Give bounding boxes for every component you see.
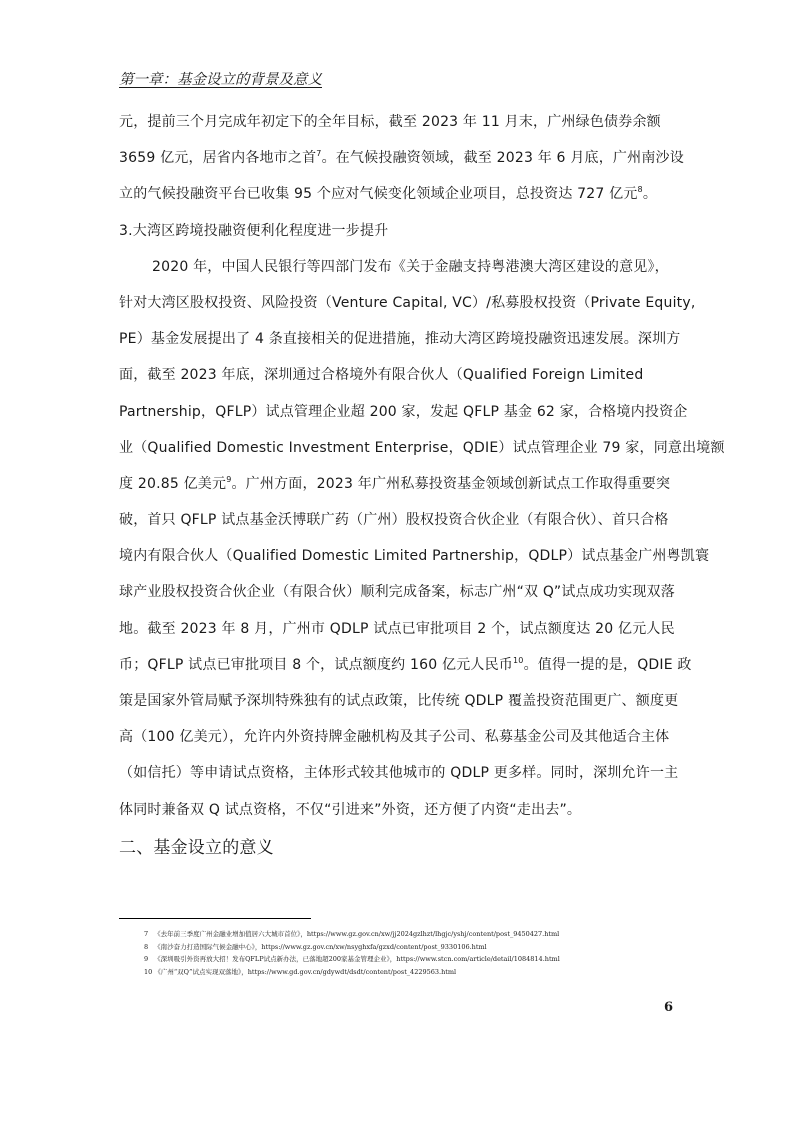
section-heading [119, 828, 675, 868]
footnote-text[interactable]: 《南沙奋力打造国际气候金融中心》，https://www.gz.gov.cn/xw/nsyghxfa/gzxd/content/post_9330106.html [154, 942, 487, 951]
line-text: 立的气候投融资平台已收集 95 个应对气候变化领域企业项目，总投资达 727 亿元 [119, 186, 638, 203]
paragraph-line [119, 538, 710, 574]
paragraph-line [119, 249, 675, 285]
line-text: 针对大湾区股权投资、风险投资（Venture Capital, VC）/私募股权投资（Private Equity, [119, 294, 696, 311]
footnote-ref[interactable]: 8 [637, 185, 643, 195]
line-text: Partnership，QFLP）试点管理企业超 200 家，发起 QFLP 基金 62 家，合格境内投资企 [119, 403, 688, 420]
paragraph-line [119, 502, 675, 538]
footnote-item [144, 941, 704, 954]
footnote-number: 10 [144, 968, 153, 977]
line-text: 业（Qualified Domestic Investment Enterprise，QDIE）试点管理企业 79 家，同意出境额 [119, 439, 725, 456]
footnote-item [144, 953, 704, 966]
paragraph-line [119, 285, 696, 321]
paragraph-line [119, 611, 675, 647]
paragraph-line [119, 647, 692, 683]
line-text: 破，首只 QFLP 试点基金沃博联广药（广州）股权投资合伙企业（有限合伙）、首只合格 [119, 512, 669, 529]
paragraph-line [119, 357, 675, 393]
line-text: 地。截至 2023 年 8 月，广州市 QDLP 试点已审批项目 2 个，试点额度达 20 亿元人民 [119, 620, 675, 637]
line-text: （如信托）等申请试点资格，主体形式较其他城市的 QDLP 更多样。同时，深圳允许一主 [119, 765, 679, 782]
footnote-text[interactable]: 《深圳吸引外资再放大招！发布QFLP试点新办法，已落地超200家基金管理企业》，https://www.stcn.com/article/detail/1084814.html [154, 955, 560, 964]
paragraph-line [119, 466, 675, 502]
footnote-ref[interactable]: 7 [316, 149, 322, 159]
paragraph-line [119, 176, 675, 212]
footnote-number: 9 [144, 955, 149, 964]
footnote-ref[interactable]: 9 [226, 474, 232, 484]
line-text: 策是国家外管局赋予深圳特殊独有的试点政策，比传统 QDLP 覆盖投资范围更广、额度更 [119, 693, 679, 709]
line-text: PE）基金发展提出了 4 条直接相关的促进措施，推动大湾区跨境投融资迅速发展。深圳方 [119, 331, 681, 348]
chapter-header: 第一章：基金设立的背景及意义 [119, 72, 322, 88]
footnote-divider [119, 918, 311, 919]
line-text: 元，提前三个月完成年初定下的全年目标，截至 2023 年 11 月末，广州绿色债券余额 [119, 114, 661, 130]
page-number: 6 [664, 1000, 674, 1015]
paragraph-line [119, 683, 679, 719]
footnotes [144, 928, 704, 979]
paragraph-line [119, 719, 675, 755]
paragraph-line [119, 394, 688, 430]
line-text: 。广州方面，2023 年广州私募投资基金领域创新试点工作取得重要突 [231, 475, 671, 492]
line-text: 3.大湾区跨境投融资便利化程度进一步提升 [119, 222, 389, 239]
line-text: 。 [642, 186, 658, 203]
paragraph-line [119, 574, 675, 610]
paragraph-line [119, 792, 675, 828]
line-text: 高（100 亿美元），允许内外资持牌金融机构及其子公司、私募基金公司及其他适合主体 [119, 729, 670, 746]
subsection-heading [119, 213, 675, 249]
paragraph-line [119, 104, 675, 140]
footnote-item [144, 966, 704, 979]
section-heading-text: 二、基金设立的意义 [119, 837, 274, 858]
footnote-text[interactable]: 《广州“双Q”试点实现双落地》，https://www.gd.gov.cn/gdywdt/dsdt/content/post_4229563.html [154, 968, 457, 977]
footnote-item [144, 928, 704, 941]
line-text: 面，截至 2023 年底，深圳通过合格境外有限合伙人（Qualified Foreign Limited [119, 367, 644, 384]
body-text [119, 104, 725, 868]
line-text: 境内有限合伙人（Qualified Domestic Limited Partnership，QDLP）试点基金广州粤凯寰 [119, 548, 710, 565]
line-text: 度 20.85 亿美元 [119, 475, 227, 492]
line-text: 体同时兼备双 Q 试点资格，不仅“引进来”外资，还方便了内资“走出去”。 [119, 801, 582, 818]
line-text: 。值得一提的是，QDIE 政 [523, 656, 692, 673]
line-text: 。在气候投融资领域，截至 2023 年 6 月底，广州南沙设 [321, 150, 684, 167]
paragraph-line [119, 430, 725, 466]
paragraph-line [119, 140, 684, 176]
line-text: 3659 亿元，居省内各地市之首 [119, 150, 317, 167]
footnote-text[interactable]: 《去年前三季度广州金融业增加值居六大城市首位》，https://www.gz.gov.cn/xw/jj2024gzlhzt/lhgjc/yshj/content/post_9450427.html [154, 930, 560, 938]
line-text: 2020 年，中国人民银行等四部门发布《关于金融支持粤港澳大湾区建设的意见》， [152, 258, 669, 275]
line-text: 币；QFLP 试点已审批项目 8 个，试点额度约 160 亿元人民币 [119, 656, 513, 673]
line-text: 球产业股权投资合伙企业（有限合伙）顺利完成备案，标志广州“双 Q”试点成功实现双落 [119, 584, 675, 601]
paragraph-line [119, 755, 679, 791]
footnote-number: 7 [144, 930, 149, 938]
footnote-number: 8 [144, 942, 149, 951]
paragraph-line [119, 321, 681, 357]
footnote-ref[interactable]: 10 [513, 655, 524, 665]
